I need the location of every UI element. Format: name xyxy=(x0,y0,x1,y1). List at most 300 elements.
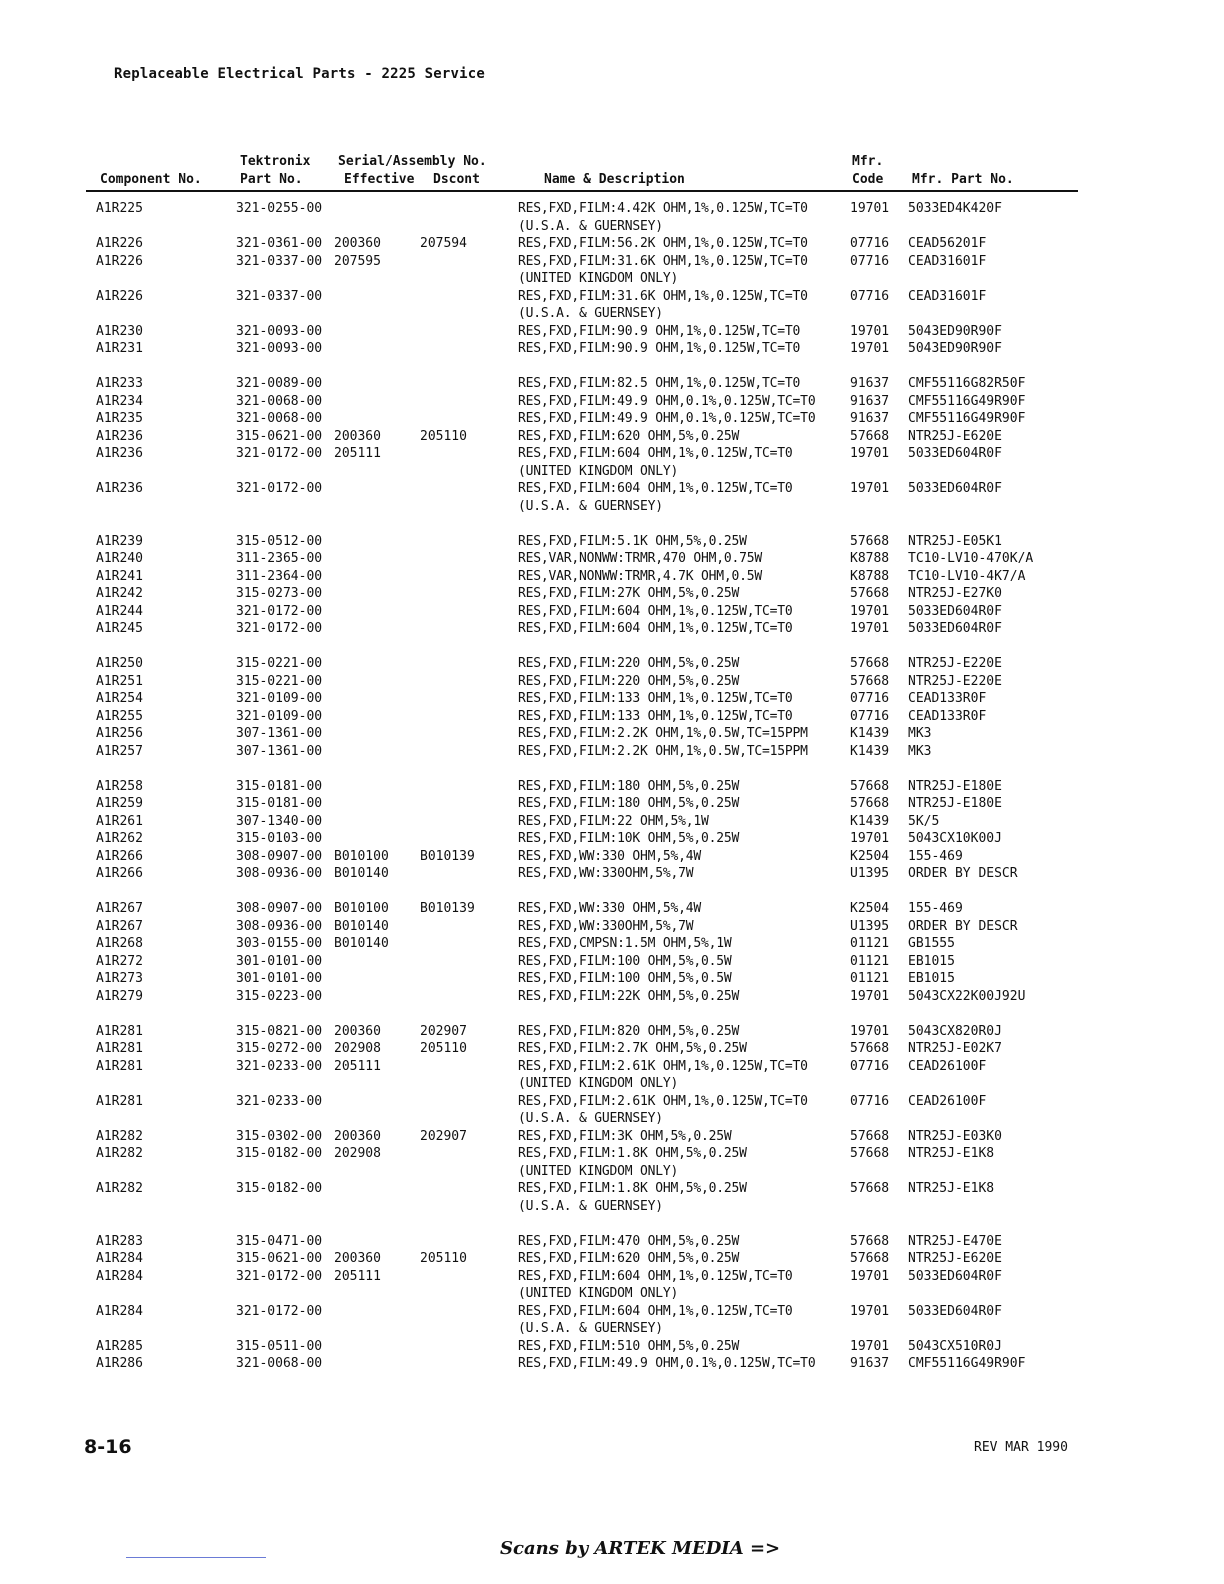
table-row xyxy=(86,1180,1078,1198)
component-no: A1R286 xyxy=(96,1356,143,1371)
table-row xyxy=(86,550,1078,568)
mfr-part-no: 155-469 xyxy=(908,901,963,916)
mfr-part-no: NTR25J-E03K0 xyxy=(908,1128,1002,1144)
description-note: (UNITED KINGDOM ONLY) xyxy=(518,1076,679,1091)
tek-part-no: 321-0172-00 xyxy=(236,446,323,461)
description: RES,FXD,FILM:620 OHM,5%,0.25W xyxy=(518,428,740,444)
description: RES,FXD,FILM:133 OHM,1%,0.125W,TC=T0 xyxy=(518,708,793,724)
component-no: A1R239 xyxy=(96,533,143,549)
serial-effective: 205111 xyxy=(334,1058,381,1074)
mfr-part-no: 5033ED604R0F xyxy=(908,1268,1002,1284)
mfr-part-no: TC10-LV10-4K7/A xyxy=(908,568,1026,584)
component-no: A1R284 xyxy=(96,1268,143,1284)
tek-part-no: 315-0273-00 xyxy=(236,586,323,601)
mfr-part-no: CMF55116G82R50F xyxy=(908,376,1026,391)
component-no: A1R282 xyxy=(96,1146,143,1161)
description-note: (UNITED KINGDOM ONLY) xyxy=(518,1286,679,1301)
description: RES,FXD,FILM:100 OHM,5%,0.5W xyxy=(518,953,732,969)
table-row-continuation xyxy=(86,305,1078,323)
table-row xyxy=(86,865,1078,883)
description: RES,FXD,FILM:2.61K OHM,1%,0.125W,TC=T0 xyxy=(518,1093,808,1109)
description: RES,FXD,FILM:4.42K OHM,1%,0.125W,TC=T0 xyxy=(518,201,808,216)
mfr-code: 19701 xyxy=(850,988,890,1004)
header-dscont: Dscont xyxy=(433,172,480,187)
mfr-code: 19701 xyxy=(850,1303,890,1319)
mfr-part-no: 5033ED604R0F xyxy=(908,603,1002,619)
component-no: A1R245 xyxy=(96,621,143,636)
mfr-code: K2504 xyxy=(850,901,890,916)
revision-date: REV MAR 1990 xyxy=(974,1440,1068,1455)
description: RES,FXD,FILM:1.8K OHM,5%,0.25W xyxy=(518,1181,747,1196)
serial-effective: 202908 xyxy=(334,1146,381,1161)
serial-effective: 200360 xyxy=(334,1023,381,1039)
mfr-code: 07716 xyxy=(850,288,890,304)
table-row xyxy=(86,480,1078,498)
mfr-code: 57668 xyxy=(850,796,890,811)
serial-effective: B010140 xyxy=(334,936,389,951)
component-no: A1R261 xyxy=(96,813,143,829)
table-row-continuation xyxy=(86,463,1078,481)
component-no: A1R267 xyxy=(96,901,143,916)
tek-part-no: 307-1340-00 xyxy=(236,813,323,829)
table-row xyxy=(86,1250,1078,1268)
component-no: A1R230 xyxy=(96,323,143,339)
mfr-part-no: 5033ED4K420F xyxy=(908,201,1002,216)
tek-part-no: 315-0181-00 xyxy=(236,778,323,794)
tek-part-no: 315-0621-00 xyxy=(236,1251,323,1266)
mfr-code: 07716 xyxy=(850,253,890,269)
mfr-part-no: NTR25J-E620E xyxy=(908,428,1002,444)
component-no: A1R266 xyxy=(96,866,143,881)
table-row xyxy=(86,323,1078,341)
tek-part-no: 315-0302-00 xyxy=(236,1128,323,1144)
table-row-continuation xyxy=(86,1285,1078,1303)
mfr-part-no: CMF55116G49R90F xyxy=(908,1356,1026,1371)
mfr-code: 19701 xyxy=(850,603,890,619)
table-row xyxy=(86,900,1078,918)
description: RES,FXD,FILM:100 OHM,5%,0.5W xyxy=(518,971,732,986)
mfr-code: K1439 xyxy=(850,813,890,829)
table-row xyxy=(86,200,1078,218)
serial-effective: B010140 xyxy=(334,866,389,881)
description: RES,FXD,FILM:604 OHM,1%,0.125W,TC=T0 xyxy=(518,481,793,496)
tek-part-no: 315-0223-00 xyxy=(236,988,323,1004)
mfr-part-no: CEAD133R0F xyxy=(908,708,987,724)
component-no: A1R282 xyxy=(96,1128,143,1144)
description: RES,FXD,FILM:82.5 OHM,1%,0.125W,TC=T0 xyxy=(518,376,801,391)
serial-dscont: 202907 xyxy=(420,1128,467,1144)
mfr-code: 57668 xyxy=(850,1128,890,1144)
mfr-code: 57668 xyxy=(850,1181,890,1196)
mfr-code: 01121 xyxy=(850,971,890,986)
description: RES,FXD,FILM:510 OHM,5%,0.25W xyxy=(518,1338,740,1354)
tek-part-no: 308-0936-00 xyxy=(236,866,323,881)
description-note: (U.S.A. & GUERNSEY) xyxy=(518,218,663,234)
component-no: A1R273 xyxy=(96,971,143,986)
description-note: (U.S.A. & GUERNSEY) xyxy=(518,1198,663,1214)
mfr-code: 91637 xyxy=(850,393,890,409)
table-row xyxy=(86,778,1078,796)
serial-dscont: B010139 xyxy=(420,901,475,916)
tek-part-no: 321-0068-00 xyxy=(236,411,323,426)
mfr-part-no: CEAD56201F xyxy=(908,236,987,251)
mfr-part-no: GB1555 xyxy=(908,936,955,951)
mfr-code: 57668 xyxy=(850,1041,890,1056)
scan-credit: Scans by ARTEK MEDIA => xyxy=(500,1538,781,1559)
table-row-continuation xyxy=(86,218,1078,236)
tek-part-no: 307-1361-00 xyxy=(236,743,323,759)
mfr-part-no: 5033ED604R0F xyxy=(908,481,1002,496)
header-serial-assembly: Serial/Assembly No. xyxy=(338,154,487,169)
mfr-part-no: NTR25J-E470E xyxy=(908,1233,1002,1249)
tek-part-no: 315-0512-00 xyxy=(236,533,323,549)
mfr-part-no: TC10-LV10-470K/A xyxy=(908,551,1034,566)
table-row xyxy=(86,1268,1078,1286)
tek-part-no: 321-0337-00 xyxy=(236,288,323,304)
description: RES,FXD,FILM:820 OHM,5%,0.25W xyxy=(518,1023,740,1039)
mfr-code: 57668 xyxy=(850,673,890,689)
tek-part-no: 321-0068-00 xyxy=(236,393,323,409)
component-no: A1R281 xyxy=(96,1058,143,1074)
component-no: A1R240 xyxy=(96,551,143,566)
component-no: A1R236 xyxy=(96,481,143,496)
component-no: A1R231 xyxy=(96,341,143,356)
serial-effective: 200360 xyxy=(334,428,381,444)
component-no: A1R272 xyxy=(96,953,143,969)
description: RES,FXD,FILM:220 OHM,5%,0.25W xyxy=(518,656,740,671)
description: RES,FXD,FILM:604 OHM,1%,0.125W,TC=T0 xyxy=(518,1303,793,1319)
mfr-part-no: 5K/5 xyxy=(908,813,940,829)
description: RES,FXD,FILM:2.2K OHM,1%,0.5W,TC=15PPM xyxy=(518,743,808,759)
table-row xyxy=(86,235,1078,253)
component-no: A1R279 xyxy=(96,988,143,1004)
component-no: A1R281 xyxy=(96,1023,143,1039)
mfr-part-no: NTR25J-E620E xyxy=(908,1251,1002,1266)
description: RES,FXD,FILM:133 OHM,1%,0.125W,TC=T0 xyxy=(518,691,793,706)
description: RES,FXD,CMPSN:1.5M OHM,5%,1W xyxy=(518,936,732,951)
mfr-code: K2504 xyxy=(850,848,890,864)
table-row xyxy=(86,1338,1078,1356)
table-row xyxy=(86,918,1078,936)
tek-part-no: 301-0101-00 xyxy=(236,953,323,969)
table-row xyxy=(86,340,1078,358)
description: RES,VAR,NONWW:TRMR,470 OHM,0.75W xyxy=(518,551,763,566)
tek-part-no: 321-0361-00 xyxy=(236,236,323,251)
mfr-code: 19701 xyxy=(850,831,890,846)
mfr-code: 91637 xyxy=(850,376,890,391)
component-no: A1R241 xyxy=(96,568,143,584)
tek-part-no: 315-0272-00 xyxy=(236,1041,323,1056)
mfr-part-no: 5043CX22K00J92U xyxy=(908,988,1026,1004)
mfr-code: 19701 xyxy=(850,201,890,216)
table-row xyxy=(86,813,1078,831)
serial-effective: 202908 xyxy=(334,1041,381,1056)
tek-part-no: 321-0093-00 xyxy=(236,323,323,339)
table-row-continuation xyxy=(86,1198,1078,1216)
tek-part-no: 321-0233-00 xyxy=(236,1093,323,1109)
mfr-code: 91637 xyxy=(850,411,890,426)
component-no: A1R281 xyxy=(96,1041,143,1056)
mfr-code: 07716 xyxy=(850,1058,890,1074)
header-name-description: Name & Description xyxy=(544,172,685,187)
mfr-part-no: NTR25J-E180E xyxy=(908,778,1002,794)
component-no: A1R225 xyxy=(96,201,143,216)
mfr-code: K1439 xyxy=(850,743,890,759)
header-mfr-part-no: Mfr. Part No. xyxy=(912,172,1014,187)
mfr-code: 07716 xyxy=(850,1093,890,1109)
serial-dscont: 205110 xyxy=(420,1251,467,1266)
mfr-code: 19701 xyxy=(850,446,890,461)
description-note: (U.S.A. & GUERNSEY) xyxy=(518,498,663,514)
table-row-continuation xyxy=(86,1075,1078,1093)
table-row xyxy=(86,1355,1078,1373)
component-no: A1R284 xyxy=(96,1251,143,1266)
tek-part-no: 315-0221-00 xyxy=(236,656,323,671)
description: RES,FXD,FILM:3K OHM,5%,0.25W xyxy=(518,1128,732,1144)
description: RES,FXD,WW:330OHM,5%,7W xyxy=(518,866,694,881)
mfr-part-no: ORDER BY DESCR xyxy=(908,866,1018,881)
description: RES,VAR,NONWW:TRMR,4.7K OHM,0.5W xyxy=(518,568,763,584)
mfr-code: 91637 xyxy=(850,1356,890,1371)
table-body xyxy=(86,192,1078,1373)
tek-part-no: 315-0103-00 xyxy=(236,831,323,846)
page-number: 8-16 xyxy=(84,1436,132,1458)
link-underline xyxy=(126,1557,266,1558)
table-row xyxy=(86,568,1078,586)
table-row xyxy=(86,725,1078,743)
table-row xyxy=(86,673,1078,691)
mfr-part-no: 5043ED90R90F xyxy=(908,323,1002,339)
header-mfr: Mfr. xyxy=(852,154,884,169)
mfr-part-no: NTR25J-E1K8 xyxy=(908,1181,995,1196)
description: RES,FXD,FILM:604 OHM,1%,0.125W,TC=T0 xyxy=(518,621,793,636)
table-row xyxy=(86,393,1078,411)
component-no: A1R266 xyxy=(96,848,143,864)
tek-part-no: 307-1361-00 xyxy=(236,726,323,741)
table-row xyxy=(86,603,1078,621)
mfr-code: 07716 xyxy=(850,691,890,706)
mfr-code: 01121 xyxy=(850,953,890,969)
description: RES,FXD,FILM:31.6K OHM,1%,0.125W,TC=T0 xyxy=(518,288,808,304)
table-row xyxy=(86,533,1078,551)
table-row xyxy=(86,988,1078,1006)
mfr-code: K1439 xyxy=(850,726,890,741)
description: RES,FXD,FILM:2.7K OHM,5%,0.25W xyxy=(518,1041,747,1056)
table-row xyxy=(86,970,1078,988)
component-no: A1R285 xyxy=(96,1338,143,1354)
mfr-code: 57668 xyxy=(850,656,890,671)
mfr-code: 57668 xyxy=(850,1233,890,1249)
table-row-continuation xyxy=(86,498,1078,516)
header-effective: Effective xyxy=(344,172,415,187)
tek-part-no: 308-0907-00 xyxy=(236,848,323,864)
table-header xyxy=(86,152,1078,192)
component-no: A1R233 xyxy=(96,376,143,391)
tek-part-no: 321-0337-00 xyxy=(236,253,323,269)
running-head: Replaceable Electrical Parts - 2225 Service xyxy=(114,66,486,82)
component-no: A1R244 xyxy=(96,603,143,619)
table-row xyxy=(86,1303,1078,1321)
mfr-code: 19701 xyxy=(850,323,890,339)
description: RES,FXD,FILM:180 OHM,5%,0.25W xyxy=(518,796,740,811)
mfr-part-no: 5043CX10K00J xyxy=(908,831,1002,846)
tek-part-no: 308-0907-00 xyxy=(236,901,323,916)
table-row xyxy=(86,1128,1078,1146)
table-row xyxy=(86,795,1078,813)
component-no: A1R255 xyxy=(96,708,143,724)
serial-dscont: 207594 xyxy=(420,236,467,251)
component-no: A1R254 xyxy=(96,691,143,706)
mfr-part-no: CEAD31601F xyxy=(908,288,987,304)
description: RES,FXD,WW:330OHM,5%,7W xyxy=(518,918,694,934)
table-row xyxy=(86,253,1078,271)
mfr-part-no: NTR25J-E27K0 xyxy=(908,586,1002,601)
mfr-code: K8788 xyxy=(850,551,890,566)
mfr-part-no: 5043CX510R0J xyxy=(908,1338,1002,1354)
tek-part-no: 315-0221-00 xyxy=(236,673,323,689)
component-no: A1R235 xyxy=(96,411,143,426)
mfr-code: 07716 xyxy=(850,236,890,251)
mfr-part-no: NTR25J-E02K7 xyxy=(908,1041,1002,1056)
mfr-part-no: 5043ED90R90F xyxy=(908,341,1002,356)
description-note: (U.S.A. & GUERNSEY) xyxy=(518,1321,663,1336)
tek-part-no: 321-0255-00 xyxy=(236,201,323,216)
mfr-code: 19701 xyxy=(850,1338,890,1354)
description: RES,FXD,FILM:22 OHM,5%,1W xyxy=(518,813,709,829)
table-row xyxy=(86,1093,1078,1111)
tek-part-no: 321-0109-00 xyxy=(236,708,323,724)
component-no: A1R268 xyxy=(96,936,143,951)
table-row xyxy=(86,1023,1078,1041)
mfr-code: 57668 xyxy=(850,1251,890,1266)
mfr-code: 19701 xyxy=(850,341,890,356)
tek-part-no: 321-0172-00 xyxy=(236,1268,323,1284)
description: RES,FXD,FILM:5.1K OHM,5%,0.25W xyxy=(518,533,747,549)
table-row xyxy=(86,1040,1078,1058)
table-row xyxy=(86,1233,1078,1251)
description: RES,FXD,WW:330 OHM,5%,4W xyxy=(518,848,702,864)
mfr-code: 19701 xyxy=(850,1023,890,1039)
description: RES,FXD,FILM:180 OHM,5%,0.25W xyxy=(518,778,740,794)
tek-part-no: 321-0172-00 xyxy=(236,603,323,619)
header-component-no: Component No. xyxy=(100,172,202,187)
description: RES,FXD,FILM:220 OHM,5%,0.25W xyxy=(518,673,740,689)
table-row-continuation xyxy=(86,1320,1078,1338)
description: RES,FXD,FILM:90.9 OHM,1%,0.125W,TC=T0 xyxy=(518,341,801,356)
serial-effective: B010100 xyxy=(334,848,389,864)
table-row xyxy=(86,375,1078,393)
tek-part-no: 321-0089-00 xyxy=(236,376,323,391)
description: RES,FXD,FILM:22K OHM,5%,0.25W xyxy=(518,988,740,1004)
table-row xyxy=(86,655,1078,673)
description: RES,FXD,FILM:2.2K OHM,1%,0.5W,TC=15PPM xyxy=(518,726,808,741)
component-no: A1R236 xyxy=(96,428,143,444)
tek-part-no: 311-2364-00 xyxy=(236,568,323,584)
mfr-part-no: EB1015 xyxy=(908,953,955,969)
mfr-code: U1395 xyxy=(850,866,890,881)
table-row xyxy=(86,935,1078,953)
mfr-part-no: NTR25J-E05K1 xyxy=(908,533,1002,549)
component-no: A1R234 xyxy=(96,393,143,409)
mfr-part-no: CMF55116G49R90F xyxy=(908,393,1026,409)
table-row xyxy=(86,830,1078,848)
description-note: (U.S.A. & GUERNSEY) xyxy=(518,306,663,321)
description: RES,FXD,FILM:604 OHM,1%,0.125W,TC=T0 xyxy=(518,603,793,619)
tek-part-no: 311-2365-00 xyxy=(236,551,323,566)
table-row xyxy=(86,620,1078,638)
component-no: A1R281 xyxy=(96,1093,143,1109)
component-no: A1R242 xyxy=(96,586,143,601)
mfr-part-no: CEAD133R0F xyxy=(908,691,987,706)
tek-part-no: 315-0182-00 xyxy=(236,1181,323,1196)
description-note: (UNITED KINGDOM ONLY) xyxy=(518,463,679,479)
tek-part-no: 315-0471-00 xyxy=(236,1233,323,1249)
description: RES,FXD,FILM:49.9 OHM,0.1%,0.125W,TC=T0 xyxy=(518,411,816,426)
serial-effective: 200360 xyxy=(334,236,381,251)
serial-dscont: 205110 xyxy=(420,428,467,444)
table-row xyxy=(86,410,1078,428)
description: RES,FXD,FILM:56.2K OHM,1%,0.125W,TC=T0 xyxy=(518,236,808,251)
tek-part-no: 315-0181-00 xyxy=(236,796,323,811)
component-no: A1R259 xyxy=(96,796,143,811)
serial-effective: 207595 xyxy=(334,253,381,269)
mfr-part-no: 155-469 xyxy=(908,848,963,864)
table-row xyxy=(86,953,1078,971)
description-note: (UNITED KINGDOM ONLY) xyxy=(518,1163,679,1179)
tek-part-no: 321-0068-00 xyxy=(236,1356,323,1371)
table-row xyxy=(86,848,1078,866)
mfr-code: 57668 xyxy=(850,428,890,444)
tek-part-no: 303-0155-00 xyxy=(236,936,323,951)
component-no: A1R250 xyxy=(96,656,143,671)
mfr-part-no: CEAD26100F xyxy=(908,1093,987,1109)
description: RES,FXD,FILM:49.9 OHM,0.1%,0.125W,TC=T0 xyxy=(518,393,816,409)
mfr-code: 57668 xyxy=(850,586,890,601)
component-no: A1R283 xyxy=(96,1233,143,1249)
serial-dscont: 202907 xyxy=(420,1023,467,1039)
tek-part-no: 321-0172-00 xyxy=(236,621,323,636)
component-no: A1R262 xyxy=(96,831,143,846)
description: RES,FXD,FILM:49.9 OHM,0.1%,0.125W,TC=T0 xyxy=(518,1356,816,1371)
header-code: Code xyxy=(852,172,884,187)
mfr-part-no: MK3 xyxy=(908,743,932,759)
component-no: A1R267 xyxy=(96,918,143,934)
component-no: A1R282 xyxy=(96,1181,143,1196)
component-no: A1R226 xyxy=(96,253,143,269)
tek-part-no: 315-0821-00 xyxy=(236,1023,323,1039)
tek-part-no: 321-0172-00 xyxy=(236,481,323,496)
description: RES,FXD,FILM:604 OHM,1%,0.125W,TC=T0 xyxy=(518,446,793,461)
mfr-code: 19701 xyxy=(850,621,890,636)
mfr-part-no: 5033ED604R0F xyxy=(908,1303,1002,1319)
description: RES,FXD,FILM:10K OHM,5%,0.25W xyxy=(518,831,740,846)
mfr-part-no: NTR25J-E180E xyxy=(908,796,1002,811)
mfr-part-no: CEAD26100F xyxy=(908,1058,987,1074)
description: RES,FXD,FILM:2.61K OHM,1%,0.125W,TC=T0 xyxy=(518,1058,808,1074)
description: RES,FXD,FILM:620 OHM,5%,0.25W xyxy=(518,1251,740,1266)
tek-part-no: 308-0936-00 xyxy=(236,918,323,934)
serial-effective: 205111 xyxy=(334,446,381,461)
tek-part-no: 321-0233-00 xyxy=(236,1058,323,1074)
serial-dscont: B010139 xyxy=(420,848,475,864)
component-no: A1R257 xyxy=(96,743,143,759)
mfr-part-no: ORDER BY DESCR xyxy=(908,918,1018,934)
serial-effective: 200360 xyxy=(334,1128,381,1144)
tek-part-no: 315-0621-00 xyxy=(236,428,323,444)
description: RES,FXD,WW:330 OHM,5%,4W xyxy=(518,901,702,916)
mfr-code: 19701 xyxy=(850,481,890,496)
description: RES,FXD,FILM:1.8K OHM,5%,0.25W xyxy=(518,1146,747,1161)
